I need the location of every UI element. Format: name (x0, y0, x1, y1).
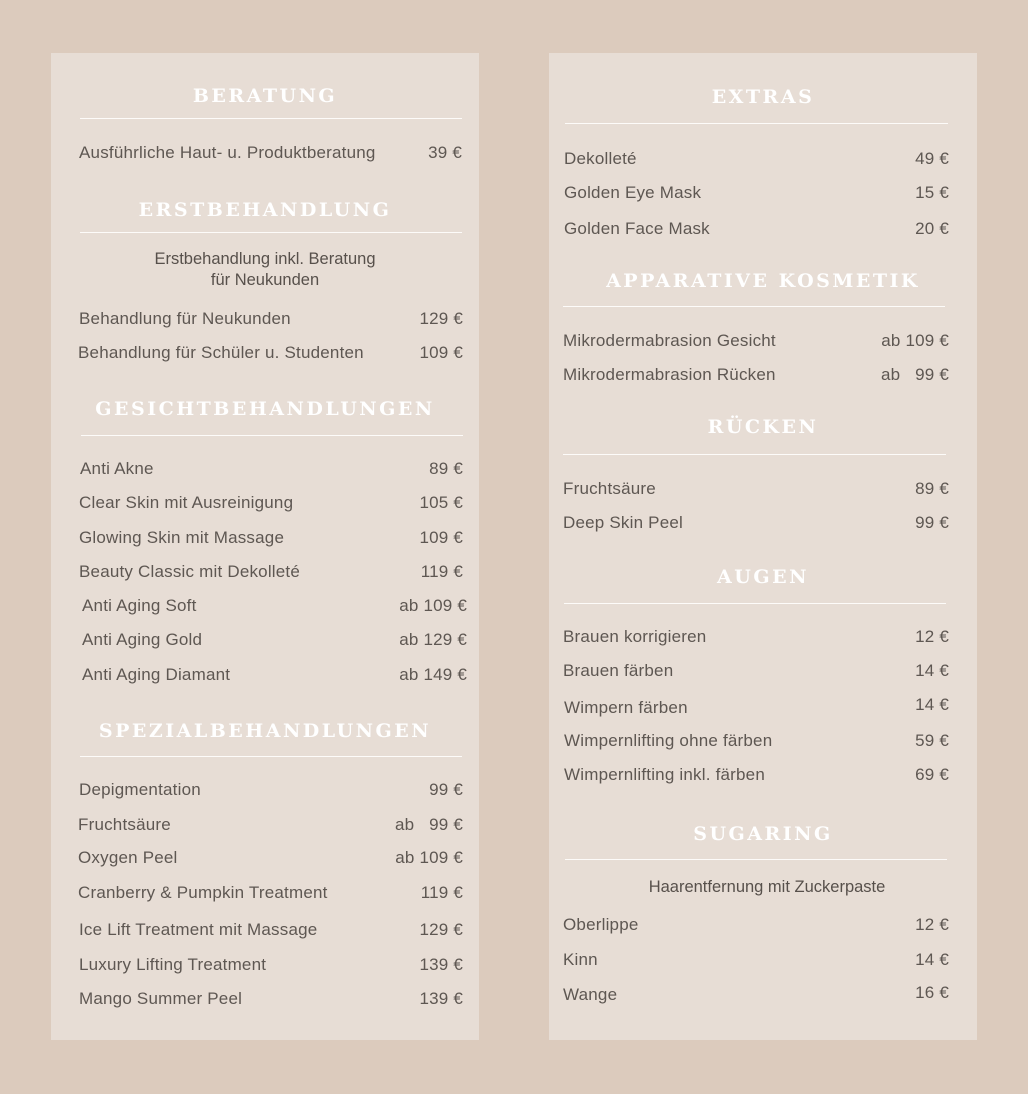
item-price: 59 € (915, 731, 949, 750)
item-price: 99 € (429, 780, 463, 799)
item-price: 16 € (915, 983, 949, 1002)
section-divider (80, 756, 462, 757)
item-price: ab 99 € (881, 365, 949, 384)
item-price: 139 € (419, 955, 463, 974)
item-name: Ausführliche Haut- u. Produktberatung (79, 143, 376, 162)
item-name: Depigmentation (79, 780, 201, 799)
section-title-extras: EXTRAS (711, 86, 815, 108)
item-name: Anti Akne (80, 459, 154, 478)
price-list-right-panel (549, 53, 977, 1040)
item-price: 109 € (419, 343, 463, 362)
item-price: 119 € (420, 562, 463, 581)
item-price: 105 € (419, 493, 463, 512)
item-price: 89 € (915, 479, 949, 498)
item-price: ab 129 € (399, 630, 467, 649)
item-name: Fruchtsäure (78, 815, 171, 834)
item-price: 49 € (915, 149, 949, 168)
item-name: Anti Aging Soft (82, 596, 197, 615)
item-name: Wimpernlifting inkl. färben (564, 765, 765, 784)
item-name: Fruchtsäure (563, 479, 656, 498)
item-name: Oberlippe (563, 915, 639, 934)
item-price: 12 € (915, 915, 949, 934)
item-price: 12 € (915, 627, 949, 646)
item-price: ab 109 € (881, 331, 949, 350)
item-name: Mikrodermabrasion Gesicht (563, 331, 776, 350)
item-price: 69 € (915, 765, 949, 784)
section-divider (565, 123, 948, 124)
note-line: Erstbehandlung inkl. Beratung (154, 250, 376, 268)
item-price: 14 € (915, 661, 949, 680)
section-note: Haarentfernung mit Zuckerpaste (648, 878, 886, 896)
section-divider (563, 306, 945, 307)
item-name: Anti Aging Gold (82, 630, 203, 649)
item-price: 119 € (420, 883, 463, 902)
section-divider (565, 859, 947, 860)
item-name: Luxury Lifting Treatment (79, 955, 267, 974)
item-price: ab 109 € (395, 848, 463, 867)
section-title-erstbehandlung: ERSTBEHANDLUNG (138, 199, 392, 221)
item-name: Wimpern färben (564, 698, 688, 717)
section-divider (80, 118, 462, 119)
item-price: 99 € (915, 513, 949, 532)
item-price: 109 € (419, 528, 463, 547)
item-name: Oxygen Peel (78, 848, 178, 867)
item-name: Golden Face Mask (564, 219, 710, 238)
item-price: 14 € (915, 695, 949, 714)
section-title-apparative-kosmetik: APPARATIVE KOSMETIK (606, 270, 920, 292)
item-name: Wimpernlifting ohne färben (564, 731, 773, 750)
section-title-augen: AUGEN (717, 566, 809, 588)
section-divider (81, 435, 463, 436)
item-name: Behandlung für Schüler u. Studenten (78, 343, 364, 362)
item-price: 129 € (419, 309, 463, 328)
item-price: ab 99 € (395, 815, 463, 834)
item-name: Brauen korrigieren (563, 627, 707, 646)
section-divider (80, 232, 462, 233)
item-price: 89 € (429, 459, 463, 478)
item-price: ab 109 € (399, 596, 467, 615)
section-title-ruecken: RÜCKEN (707, 416, 819, 438)
item-name: Kinn (563, 950, 598, 969)
item-name: Clear Skin mit Ausreinigung (79, 493, 294, 512)
section-divider (564, 603, 946, 604)
item-price: 139 € (419, 989, 463, 1008)
item-price: ab 149 € (399, 665, 467, 684)
section-title-sugaring: SUGARING (693, 823, 833, 845)
section-title-spezialbehandlungen: SPEZIALBEHANDLUNGEN (98, 720, 432, 742)
item-price: 129 € (419, 920, 463, 939)
section-title-gesichtbehandlungen: GESICHTBEHANDLUNGEN (95, 398, 435, 420)
price-list-left-panel (51, 53, 479, 1040)
item-name: Brauen färben (563, 661, 674, 680)
item-name: Mikrodermabrasion Rücken (563, 365, 776, 384)
item-price: 20 € (915, 219, 949, 238)
item-name: Mango Summer Peel (79, 989, 243, 1008)
section-title-beratung: BERATUNG (192, 85, 338, 107)
section-divider (563, 454, 946, 455)
item-name: Behandlung für Neukunden (79, 309, 291, 328)
item-name: Dekolleté (564, 149, 637, 168)
item-price: 14 € (915, 950, 949, 969)
item-name: Beauty Classic mit Dekolleté (79, 562, 301, 581)
item-name: Anti Aging Diamant (82, 665, 231, 684)
item-name: Golden Eye Mask (564, 183, 702, 202)
item-name: Deep Skin Peel (563, 513, 683, 532)
section-note (51, 249, 479, 291)
item-name: Ice Lift Treatment mit Massage (79, 920, 318, 939)
item-price: 39 € (428, 143, 462, 162)
item-name: Wange (563, 985, 618, 1004)
item-name: Glowing Skin mit Massage (79, 528, 285, 547)
note-line: für Neukunden (210, 271, 320, 289)
item-price: 15 € (915, 183, 949, 202)
item-name: Cranberry & Pumpkin Treatment (78, 883, 328, 902)
